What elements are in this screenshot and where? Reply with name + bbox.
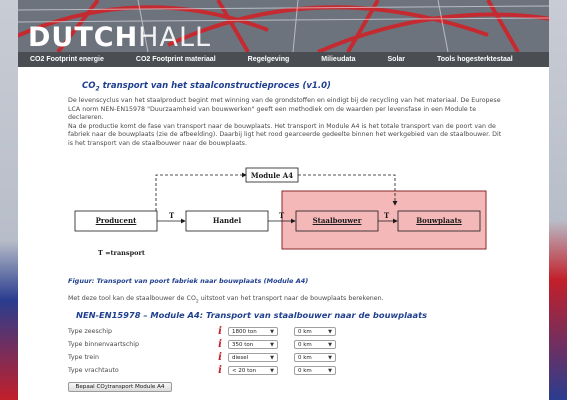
section-title: NEN-EN15978 – Module A4: Transport van staalbouwer naar de bouwplaats [76, 310, 428, 320]
intro-paragraph-1: De levenscyclus van het staalproduct begint met winning van de grondstoffen en eindigt bij de recycling van het materiaal. De Europese LCA norm NEN-EN15978 "Duurzaamheid van bouwwerken" geeft een methodiek om de waarden per levensfase in een Module te declareren. [68, 97, 501, 122]
select-value: 0 km [298, 328, 312, 335]
form-row-trein [68, 352, 428, 363]
distance-select[interactable] [294, 340, 336, 349]
site-logo[interactable] [28, 24, 211, 52]
tool-intro-pre: Met deze tool kan de staalbouwer de CO [68, 295, 196, 302]
row-label: Type zeeschip [68, 328, 112, 335]
transport-label-1: T [169, 211, 175, 220]
form-row-zeeschip [68, 326, 428, 337]
vehicle-select[interactable] [228, 366, 278, 375]
staalbouwer-label: Staalbouwer [312, 216, 362, 225]
header-banner [18, 0, 549, 52]
handel-label: Handel [212, 216, 242, 225]
button-sub: 2 [104, 384, 108, 390]
brand-part2: HALL [138, 22, 212, 52]
calculate-button[interactable] [68, 382, 172, 392]
tool-intro-post: uitstoot van het transport naar de bouwplaats berekenen. [198, 295, 384, 302]
main-nav [18, 52, 549, 67]
title-sub: 2 [95, 85, 100, 93]
select-value: 0 km [298, 354, 312, 361]
intro-paragraph-2: Na de productie komt de fase van transport naar de bouwplaats. Het transport in Module A4 is het totale transport van de poort van de fabriek naar de bouwplaats (zie de afbeelding). Daarbij ligt het rood gearceerde gedeelte binnen het werkgebied van de staalbouwer. Dit is het transport van de staalbouwer naar de bouwplaats. [68, 122, 502, 147]
tool-intro [68, 295, 384, 304]
row-label: Type binnenvaartschip [68, 341, 140, 348]
right-decoration [549, 0, 567, 400]
select-value: 350 ton [232, 341, 254, 348]
module-a4-label: Module A4 [250, 171, 294, 180]
page [18, 0, 549, 400]
row-label: Type trein [68, 354, 99, 361]
figure-caption: Figuur: Transport van poort fabriek naar bouwplaats (Module A4) [68, 277, 309, 285]
select-value: 0 km [298, 367, 312, 374]
distance-select[interactable] [294, 327, 336, 336]
title-pre: CO [82, 81, 96, 91]
vehicle-select[interactable] [228, 353, 278, 362]
chevron-down-icon: ▼ [270, 328, 274, 335]
chevron-down-icon: ▼ [270, 341, 274, 348]
info-icon[interactable]: i [218, 364, 222, 376]
nav-item-milieudata[interactable]: Milieudata [321, 56, 356, 63]
info-icon[interactable]: i [218, 351, 222, 363]
info-icon[interactable]: i [218, 325, 222, 337]
tool-intro-sub: 2 [195, 299, 199, 305]
brand-part1: DUTCH [28, 22, 139, 52]
select-value: < 20 ton [232, 367, 257, 374]
select-value: 1800 ton [232, 328, 257, 335]
vehicle-select[interactable] [228, 327, 278, 336]
transport-label-2: T [279, 211, 285, 220]
chevron-down-icon: ▼ [328, 341, 332, 348]
left-decoration [0, 0, 18, 400]
select-value: 0 km [298, 341, 312, 348]
producent-label: Producent [95, 216, 137, 225]
nav-item-solar[interactable]: Solar [387, 56, 406, 63]
nav-item-co2-materiaal[interactable]: CO2 Footprint materiaal [135, 56, 216, 63]
button-pre: Bepaal CO [75, 384, 105, 390]
distance-select[interactable] [294, 366, 336, 375]
title-post: transport van het staalconstructieproces (v1.0) [99, 81, 331, 91]
distance-select[interactable] [294, 353, 336, 362]
chevron-down-icon: ▼ [270, 367, 274, 374]
row-label: Type vrachtauto [68, 367, 119, 374]
nav-item-regelgeving[interactable]: Regelgeving [247, 56, 290, 63]
chevron-down-icon: ▼ [270, 354, 274, 361]
select-value: diesel [232, 354, 249, 361]
button-post: transport Module A4 [107, 384, 165, 390]
form-row-binnenvaartschip [68, 339, 428, 350]
dashed-line-left [156, 175, 246, 211]
intro-text [68, 97, 508, 149]
vehicle-select[interactable] [228, 340, 278, 349]
chevron-down-icon: ▼ [328, 367, 332, 374]
bouwplaats-label: Bouwplaats [416, 216, 462, 225]
transport-diagram [68, 155, 508, 265]
transport-label-3: T [384, 211, 390, 220]
chevron-down-icon: ▼ [328, 354, 332, 361]
form-row-vrachtauto [68, 365, 428, 376]
page-title [82, 81, 331, 93]
transport-legend: T =transport [98, 249, 145, 257]
nav-item-tools[interactable]: Tools hogesterktestaal [437, 56, 513, 63]
nav-item-co2-energie[interactable]: CO2 Footprint energie [30, 56, 104, 63]
chevron-down-icon: ▼ [328, 328, 332, 335]
info-icon[interactable]: i [218, 338, 222, 350]
